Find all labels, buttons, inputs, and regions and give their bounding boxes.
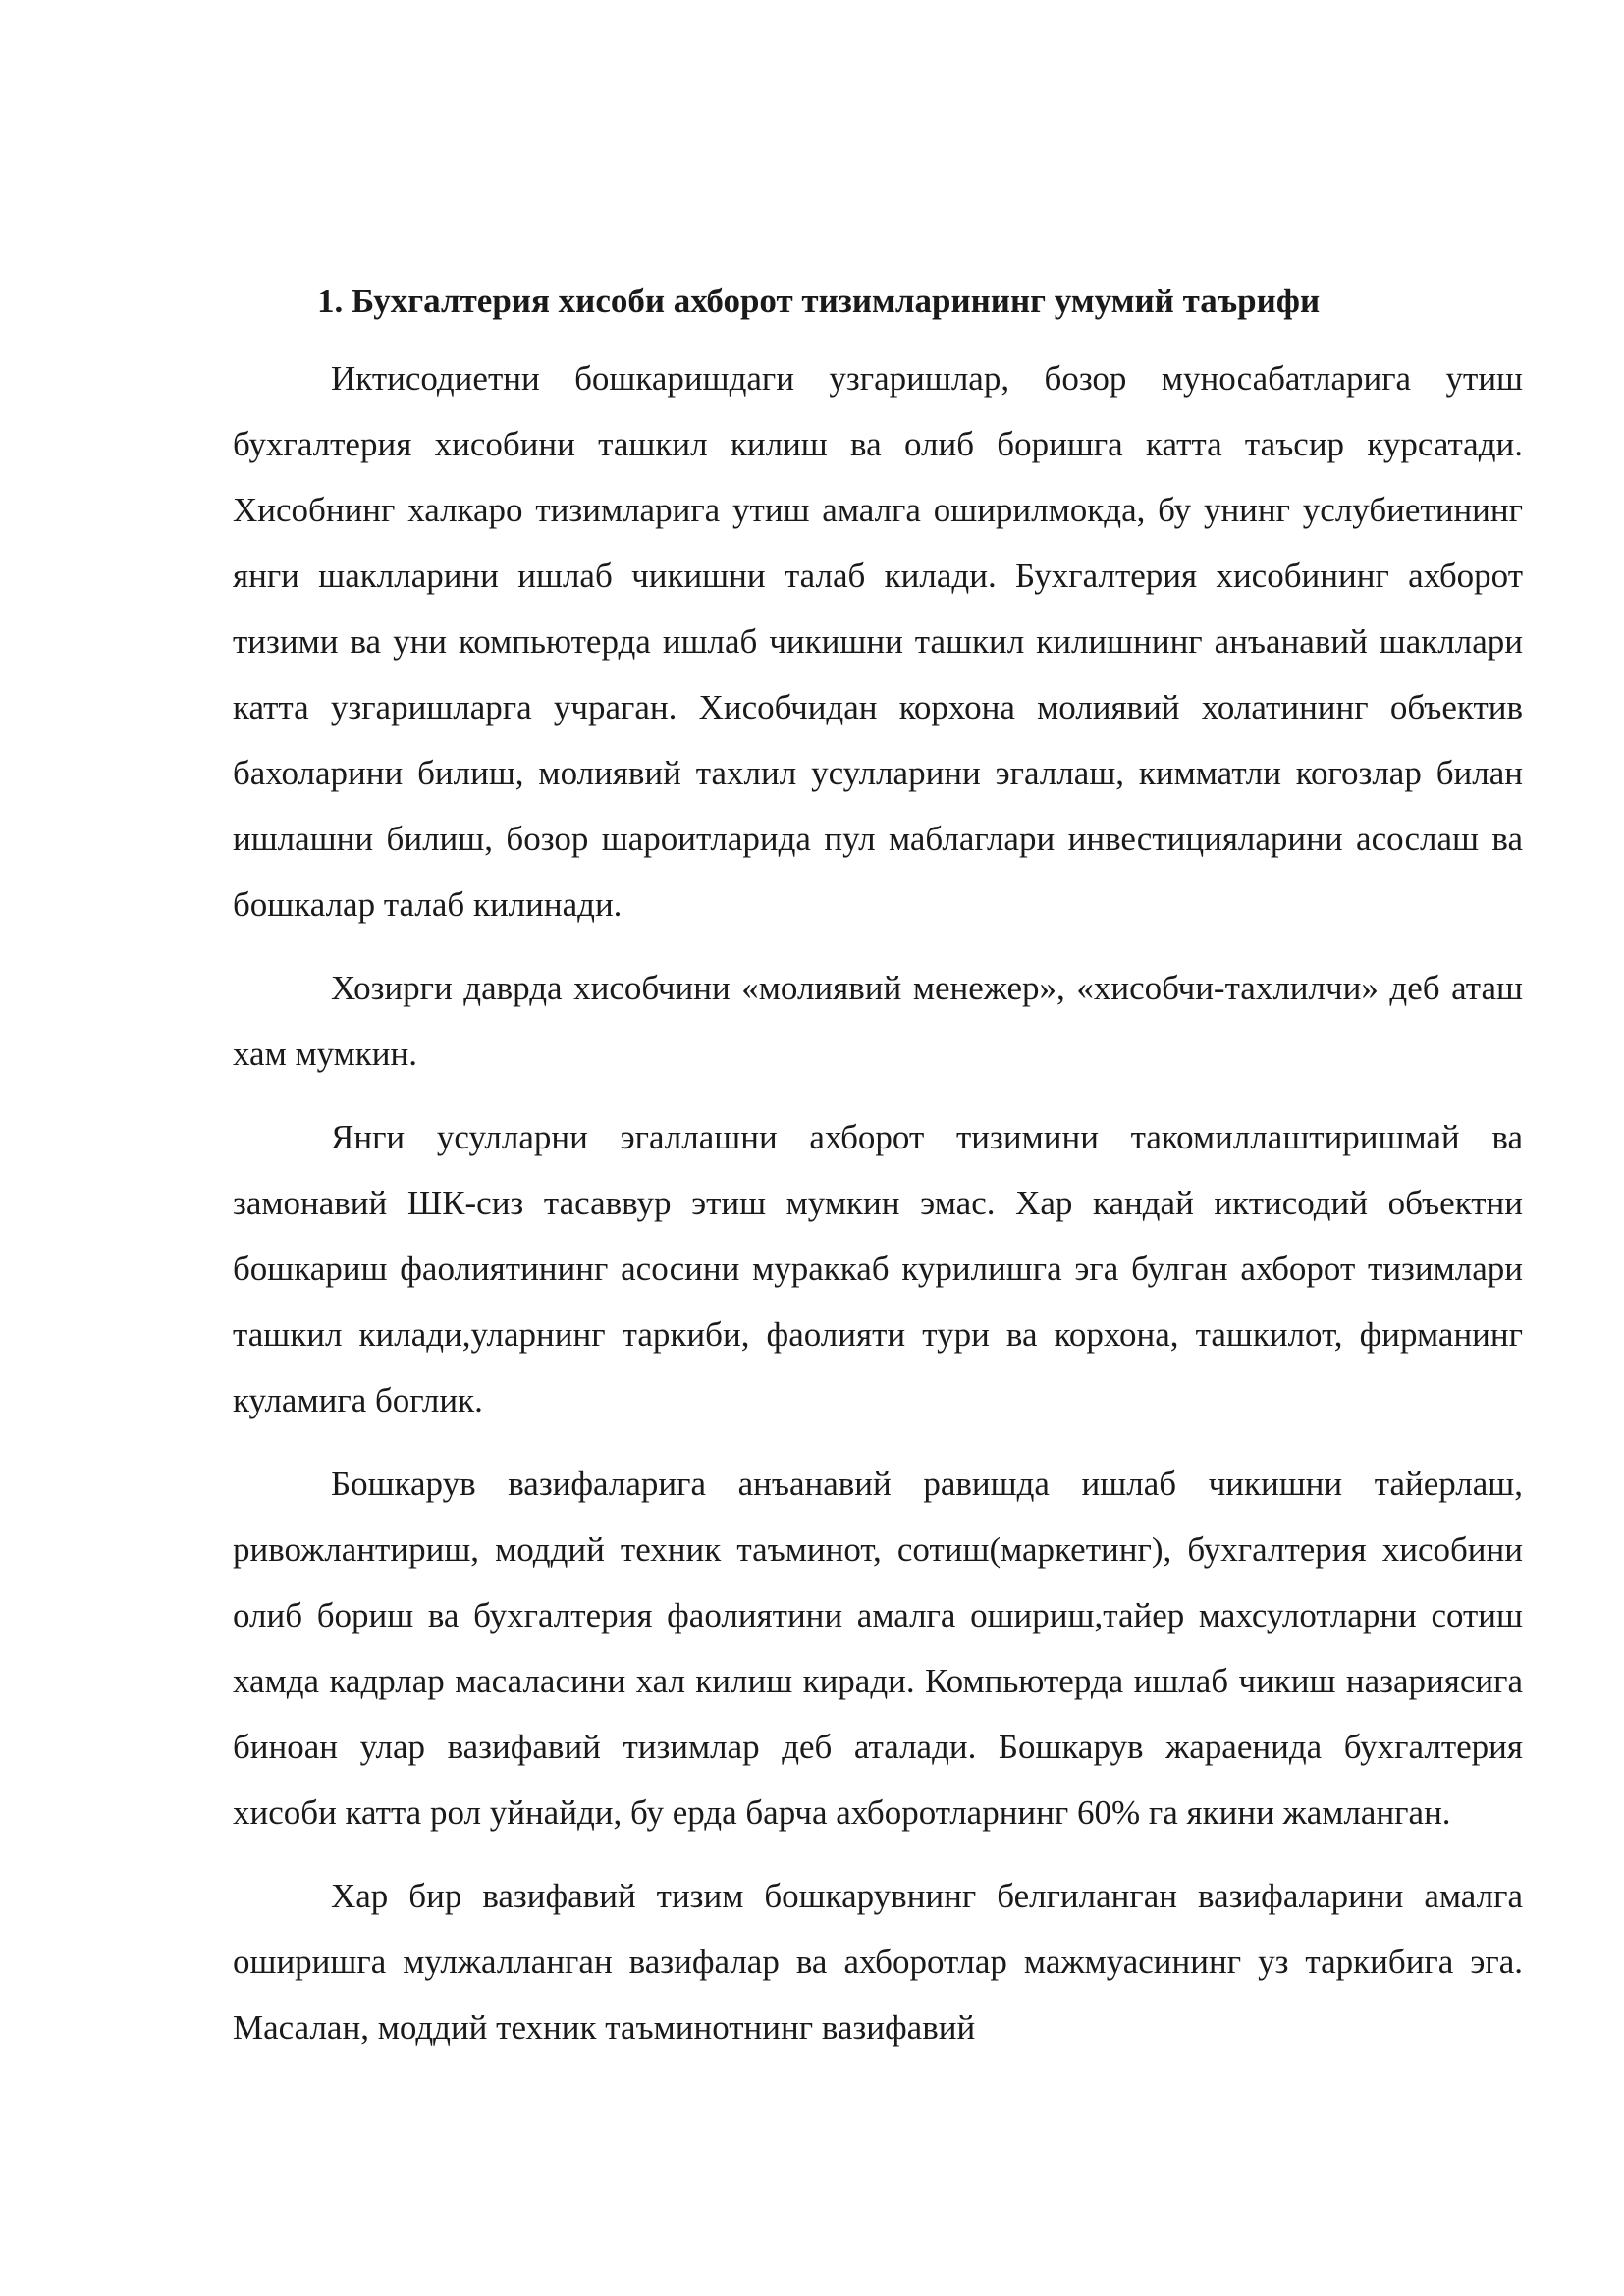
document-page [233, 277, 1523, 2078]
section-title: 1. Бухгалтерия хисоби ахборот тизимларининг умумий таърифи [317, 282, 1321, 320]
paragraph-4: Бошкарув вазифаларига анъанавий равишда ишлаб чикишни тайерлаш, ривожлантириш, моддий техник таъминот, сотиш(маркетинг), бухгалтерия хисобини олиб бориш ва бухгалтерия фаолиятини амалга ошириш,тайер махсулотларни сотиш хамда кадрлар масаласини хал килиш киради. Компьютерда ишлаб чикиш назариясига биноан улар вазифавий тизимлар деб аталади. Бошкарув жараенида бухгалтерия хисоби катта рол уйнайди, бу ерда барча ахборотларнинг 60% га якини жамланган. [233, 1465, 1523, 1832]
paragraph-2: Хозирги даврда хисобчини «молиявий менежер», «хисобчи-тахлилчи» деб аташ хам мумкин. [233, 969, 1523, 1073]
paragraph-3: Янги усулларни эгаллашни ахборот тизимини такомиллаштиришмай ва замонавий ШК-сиз тасаввур этиш мумкин эмас. Хар кандай иктисодий объектни бошкариш фаолиятининг асосини мураккаб курилишга эга булган ахборот тизимлари ташкил килади,уларнинг таркиби, фаолияти тури ва корхона, ташкилот, фирманинг куламига боглик. [233, 1118, 1523, 1419]
paragraph-1: Иктисодиетни бошкаришдаги узгаришлар, бозор муносабатларига утиш бухгалтерия хисобини ташкил килиш ва олиб боришга катта таъсир курсатади. Хисобнинг халкаро тизимларига утиш амалга оширилмокда, бу унинг услубиетининг янги шаклларини ишлаб чикишни талаб килади. Бухгалтерия хисобининг ахборот тизими ва уни компьютерда ишлаб чикишни ташкил килишнинг анъанавий шакллари катта узгаришларга учраган. Хисобчидан корхона молиявий холатининг объектив бахоларини билиш, молиявий тахлил усулларини эгаллаш, кимматли когозлар билан ишлашни билиш, бозор шароитларида пул маблаглари инвестицияларини асослаш ва бошкалар талаб килинади. [233, 359, 1523, 924]
paragraph-5: Хар бир вазифавий тизим бошкарувнинг белгиланган вазифаларини амалга оширишга мулжалланган вазифалар ва ахборотлар мажмуасининг уз таркибига эга. Масалан, моддий техник таъминотнинг вазифавий [233, 1877, 1523, 2047]
